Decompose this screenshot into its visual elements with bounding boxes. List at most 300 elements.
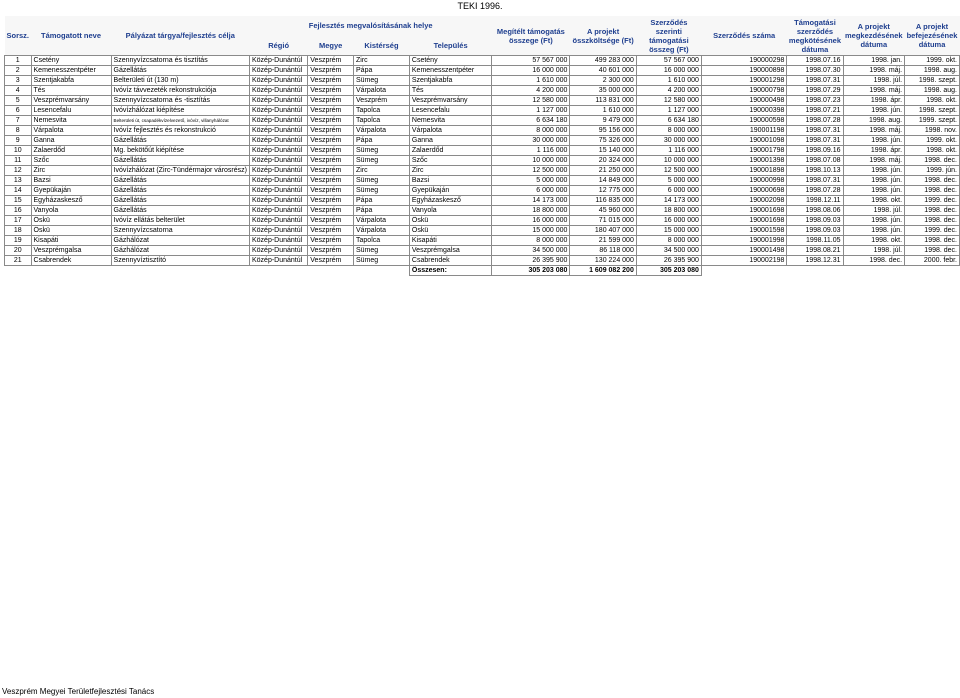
table-row — [5, 166, 960, 176]
col-header-support: Megítélt támogatás összege (Ft) — [492, 16, 570, 56]
cell-sign-date: 1998.07.16 — [787, 56, 843, 66]
cell-settlement: Kisapáti — [409, 236, 491, 246]
cell-contract-no: 190000598 — [701, 116, 786, 126]
cell-contract-amount: 26 395 900 — [636, 256, 701, 266]
cell-name: Csabrendek — [31, 256, 111, 266]
table-row — [5, 86, 960, 96]
cell-contract-amount: 12 580 000 — [636, 96, 701, 106]
cell-purpose: Ivóvíz fejlesztés és rekonstrukció — [111, 126, 249, 136]
cell-settlement: Lesencefalu — [409, 106, 491, 116]
cell-support: 6 634 180 — [492, 116, 570, 126]
table-body — [5, 56, 960, 276]
cell-end-date: 1998. dec. — [905, 246, 960, 256]
cell-county: Veszprém — [308, 246, 354, 256]
cell-contract-no: 190001498 — [701, 246, 786, 256]
cell-sign-date: 1998.12.11 — [787, 196, 843, 206]
cell-contract-no: 190001198 — [701, 126, 786, 136]
cell-sign-date: 1998.07.28 — [787, 116, 843, 126]
col-header-total-cost: A projekt összköltsége (Ft) — [570, 16, 636, 56]
cell-sorsz: 16 — [5, 206, 32, 216]
cell-settlement: Egyházaskesző — [409, 196, 491, 206]
cell-contract-no: 190001698 — [701, 206, 786, 216]
cell-contract-no: 190000998 — [701, 176, 786, 186]
empty-cell — [701, 266, 786, 276]
cell-purpose: Belterületi út, csapadékvízelvezető, ivóvíz, villanyhálózat — [111, 116, 249, 126]
cell-subregion: Sümeg — [354, 156, 410, 166]
cell-sign-date: 1998.07.31 — [787, 76, 843, 86]
cell-settlement: Öskü — [409, 226, 491, 236]
cell-purpose: Gázellátás — [111, 206, 249, 216]
cell-support: 30 000 000 — [492, 136, 570, 146]
cell-county: Veszprém — [308, 216, 354, 226]
cell-total-cost: 95 156 000 — [570, 126, 636, 136]
cell-contract-amount: 34 500 000 — [636, 246, 701, 256]
cell-sorsz: 5 — [5, 96, 32, 106]
cell-contract-amount: 30 000 000 — [636, 136, 701, 146]
cell-sorsz: 18 — [5, 226, 32, 236]
cell-sign-date: 1998.08.21 — [787, 246, 843, 256]
cell-contract-no: 190001798 — [701, 146, 786, 156]
col-header-sign-date: Támogatási szerződés megkötésének dátuma — [788, 17, 842, 54]
cell-contract-no: 190002198 — [701, 256, 786, 266]
cell-end-date: 1998. dec. — [905, 236, 960, 246]
col-header-sorsz: Sorsz. — [5, 16, 32, 56]
cell-total-cost: 12 775 000 — [570, 186, 636, 196]
report-title: TEKI 1996. — [457, 1, 503, 11]
cell-support: 14 173 000 — [492, 196, 570, 206]
cell-contract-no: 190000398 — [701, 106, 786, 116]
cell-contract-amount: 16 000 000 — [636, 216, 701, 226]
cell-total-cost: 1 610 000 — [570, 106, 636, 116]
cell-county: Veszprém — [308, 146, 354, 156]
cell-settlement: Várpalota — [409, 126, 491, 136]
cell-start-date: 1998. máj. — [843, 156, 905, 166]
cell-county: Veszprém — [308, 236, 354, 246]
cell-sorsz: 10 — [5, 146, 32, 156]
totals-label: Összesen: — [409, 266, 491, 276]
cell-county: Veszprém — [308, 256, 354, 266]
cell-county: Veszprém — [308, 156, 354, 166]
cell-name: Zirc — [31, 166, 111, 176]
cell-region: Közép-Dunántúl — [249, 226, 307, 236]
cell-end-date: 1999. dec. — [905, 226, 960, 236]
cell-region: Közép-Dunántúl — [249, 196, 307, 206]
cell-name: Kemenesszentpéter — [31, 66, 111, 76]
cell-sorsz: 14 — [5, 186, 32, 196]
cell-total-cost: 21 250 000 — [570, 166, 636, 176]
cell-start-date: 1998. jan. — [843, 56, 905, 66]
footer-organization: Veszprém Megyei Területfejlesztési Tanács — [2, 687, 155, 696]
cell-settlement: Gyepükaján — [409, 186, 491, 196]
cell-end-date: 1999. okt. — [905, 136, 960, 146]
cell-support: 57 567 000 — [492, 56, 570, 66]
cell-start-date: 1998. júl. — [843, 246, 905, 256]
cell-subregion: Pápa — [354, 206, 410, 216]
cell-contract-no: 190000698 — [701, 186, 786, 196]
cell-settlement: Kemenesszentpéter — [409, 66, 491, 76]
cell-total-cost: 35 000 000 — [570, 86, 636, 96]
col-header-location-group: Fejlesztés megvalósításának helye — [249, 16, 491, 35]
cell-region: Közép-Dunántúl — [249, 126, 307, 136]
col-header-end-date: A projekt befejezésének dátuma — [905, 16, 960, 56]
total-contract-amount: 305 203 080 — [636, 266, 701, 276]
cell-settlement: Bazsi — [409, 176, 491, 186]
cell-county: Veszprém — [308, 136, 354, 146]
cell-total-cost: 9 479 000 — [570, 116, 636, 126]
cell-county: Veszprém — [308, 226, 354, 236]
cell-purpose: Gázellátás — [111, 186, 249, 196]
col-header-name: Támogatott neve — [31, 16, 111, 56]
cell-support: 1 610 000 — [492, 76, 570, 86]
cell-total-cost: 40 601 000 — [570, 66, 636, 76]
total-support: 305 203 080 — [492, 266, 570, 276]
cell-county: Veszprém — [308, 126, 354, 136]
cell-contract-amount: 1 610 000 — [636, 76, 701, 86]
cell-sign-date: 1998.07.28 — [787, 186, 843, 196]
table-row — [5, 226, 960, 236]
cell-region: Közép-Dunántúl — [249, 96, 307, 106]
table-row — [5, 106, 960, 116]
cell-support: 34 500 000 — [492, 246, 570, 256]
cell-sorsz: 3 — [5, 76, 32, 86]
cell-end-date: 1998. dec. — [905, 156, 960, 166]
cell-start-date: 1998. jún. — [843, 106, 905, 116]
table-row — [5, 196, 960, 206]
cell-name: Várpalota — [31, 126, 111, 136]
cell-sign-date: 1998.11.05 — [787, 236, 843, 246]
cell-purpose: Gázellátás — [111, 176, 249, 186]
cell-region: Közép-Dunántúl — [249, 146, 307, 156]
cell-purpose: Belterületi út (130 m) — [111, 76, 249, 86]
cell-settlement: Ganna — [409, 136, 491, 146]
empty-cell — [5, 266, 32, 276]
cell-purpose: Gázhálózat — [111, 246, 249, 256]
cell-settlement: Nemesvita — [409, 116, 491, 126]
cell-support: 12 580 000 — [492, 96, 570, 106]
cell-start-date: 1998. jún. — [843, 136, 905, 146]
col-header-settlement: Település — [409, 35, 491, 56]
cell-county: Veszprém — [308, 166, 354, 176]
table-row — [5, 126, 960, 136]
cell-start-date: 1998. jún. — [843, 216, 905, 226]
cell-region: Közép-Dunántúl — [249, 76, 307, 86]
cell-sign-date: 1998.07.31 — [787, 176, 843, 186]
cell-purpose: Szennyvízcsatorna és -tisztítás — [111, 96, 249, 106]
cell-subregion: Pápa — [354, 196, 410, 206]
cell-settlement: Zalaerdőd — [409, 146, 491, 156]
cell-subregion: Zirc — [354, 166, 410, 176]
cell-contract-amount: 18 800 000 — [636, 206, 701, 216]
cell-end-date: 1999. dec. — [905, 196, 960, 206]
cell-settlement: Csetény — [409, 56, 491, 66]
cell-subregion: Sümeg — [354, 176, 410, 186]
cell-total-cost: 45 960 000 — [570, 206, 636, 216]
empty-cell — [843, 266, 905, 276]
cell-support: 8 000 000 — [492, 236, 570, 246]
cell-start-date: 1998. ápr. — [843, 146, 905, 156]
cell-name: Szentjakabfa — [31, 76, 111, 86]
cell-settlement: Szőc — [409, 156, 491, 166]
cell-subregion: Veszprém — [354, 96, 410, 106]
cell-subregion: Sümeg — [354, 186, 410, 196]
totals-row — [5, 266, 960, 276]
cell-name: Gyepükaján — [31, 186, 111, 196]
cell-county: Veszprém — [308, 66, 354, 76]
table-row — [5, 236, 960, 246]
cell-contract-amount: 8 000 000 — [636, 126, 701, 136]
cell-contract-no: 190002098 — [701, 196, 786, 206]
cell-contract-no: 190001698 — [701, 216, 786, 226]
cell-region: Közép-Dunántúl — [249, 136, 307, 146]
cell-contract-no: 190001098 — [701, 136, 786, 146]
cell-sign-date: 1998.07.30 — [787, 66, 843, 76]
cell-settlement: Öskü — [409, 216, 491, 226]
cell-end-date: 1999. jún. — [905, 166, 960, 176]
cell-purpose: Ivóvízhálózat kiépítése — [111, 106, 249, 116]
cell-region: Közép-Dunántúl — [249, 206, 307, 216]
cell-contract-amount: 1 127 000 — [636, 106, 701, 116]
cell-name: Szőc — [31, 156, 111, 166]
cell-start-date: 1998. ápr. — [843, 96, 905, 106]
cell-name: Zalaerdőd — [31, 146, 111, 156]
cell-start-date: 1998. júl. — [843, 76, 905, 86]
table-row — [5, 256, 960, 266]
cell-subregion: Sümeg — [354, 246, 410, 256]
cell-sorsz: 13 — [5, 176, 32, 186]
table-row — [5, 136, 960, 146]
cell-support: 4 200 000 — [492, 86, 570, 96]
cell-sign-date: 1998.10.13 — [787, 166, 843, 176]
cell-total-cost: 71 015 000 — [570, 216, 636, 226]
cell-start-date: 1998. dec. — [843, 256, 905, 266]
cell-subregion: Tapolca — [354, 236, 410, 246]
cell-total-cost: 14 849 000 — [570, 176, 636, 186]
cell-name: Öskü — [31, 226, 111, 236]
cell-region: Közép-Dunántúl — [249, 246, 307, 256]
cell-name: Ganna — [31, 136, 111, 146]
table-row — [5, 76, 960, 86]
cell-contract-no: 190001298 — [701, 76, 786, 86]
cell-contract-amount: 1 116 000 — [636, 146, 701, 156]
cell-purpose: Ivóvíz távvezeték rekonstrukciója — [111, 86, 249, 96]
cell-sorsz: 11 — [5, 156, 32, 166]
cell-support: 16 000 000 — [492, 216, 570, 226]
cell-start-date: 1998. aug. — [843, 116, 905, 126]
cell-settlement: Veszprémvarsány — [409, 96, 491, 106]
cell-region: Közép-Dunántúl — [249, 186, 307, 196]
cell-sign-date: 1998.09.03 — [787, 216, 843, 226]
col-header-contract-no: Szerződés száma — [701, 16, 786, 56]
cell-region: Közép-Dunántúl — [249, 176, 307, 186]
empty-cell — [905, 266, 960, 276]
table-row — [5, 176, 960, 186]
cell-purpose: Ivóvízhálózat (Zirc-Tündérmajor városrész) — [111, 166, 249, 176]
cell-purpose: Gázellátás — [111, 196, 249, 206]
cell-end-date: 1998. aug. — [905, 66, 960, 76]
cell-sign-date: 1998.12.31 — [787, 256, 843, 266]
cell-name: Bazsi — [31, 176, 111, 186]
cell-region: Közép-Dunántúl — [249, 236, 307, 246]
cell-end-date: 1999. okt. — [905, 56, 960, 66]
cell-support: 15 000 000 — [492, 226, 570, 236]
cell-county: Veszprém — [308, 206, 354, 216]
cell-start-date: 1998. jún. — [843, 166, 905, 176]
cell-support: 1 127 000 — [492, 106, 570, 116]
cell-purpose: Szennyvízcsatorna — [111, 226, 249, 236]
cell-contract-no: 190000498 — [701, 96, 786, 106]
cell-sign-date: 1998.07.31 — [787, 136, 843, 146]
cell-name: Vanyola — [31, 206, 111, 216]
cell-subregion: Sümeg — [354, 76, 410, 86]
cell-county: Veszprém — [308, 176, 354, 186]
cell-purpose: Szennyvíztisztító — [111, 256, 249, 266]
cell-total-cost: 75 326 000 — [570, 136, 636, 146]
cell-start-date: 1998. jún. — [843, 226, 905, 236]
cell-name: Veszprémvarsány — [31, 96, 111, 106]
cell-contract-amount: 14 173 000 — [636, 196, 701, 206]
cell-purpose: Ivóvíz ellátás belterület — [111, 216, 249, 226]
cell-county: Veszprém — [308, 186, 354, 196]
cell-county: Veszprém — [308, 86, 354, 96]
cell-total-cost: 113 831 000 — [570, 96, 636, 106]
cell-end-date: 2000. febr. — [905, 256, 960, 266]
cell-purpose: Gázhálózat — [111, 236, 249, 246]
cell-contract-no: 190000898 — [701, 66, 786, 76]
cell-region: Közép-Dunántúl — [249, 156, 307, 166]
cell-contract-amount: 6 000 000 — [636, 186, 701, 196]
cell-contract-no: 190000298 — [701, 56, 786, 66]
cell-contract-amount: 5 000 000 — [636, 176, 701, 186]
cell-name: Egyházaskesző — [31, 196, 111, 206]
cell-region: Közép-Dunántúl — [249, 56, 307, 66]
cell-subregion: Várpalota — [354, 216, 410, 226]
empty-cell — [354, 266, 410, 276]
cell-support: 10 000 000 — [492, 156, 570, 166]
table-header — [5, 16, 960, 56]
table-row — [5, 206, 960, 216]
col-header-county: Megye — [308, 35, 354, 56]
cell-contract-amount: 12 500 000 — [636, 166, 701, 176]
empty-cell — [111, 266, 249, 276]
table-row — [5, 66, 960, 76]
cell-settlement: Vanyola — [409, 206, 491, 216]
cell-sorsz: 1 — [5, 56, 32, 66]
cell-sorsz: 2 — [5, 66, 32, 76]
cell-sorsz: 19 — [5, 236, 32, 246]
cell-start-date: 1998. máj. — [843, 126, 905, 136]
empty-cell — [249, 266, 307, 276]
empty-cell — [787, 266, 843, 276]
cell-contract-amount: 6 634 180 — [636, 116, 701, 126]
cell-sorsz: 17 — [5, 216, 32, 226]
col-header-region: Régió — [249, 35, 307, 56]
cell-county: Veszprém — [308, 116, 354, 126]
cell-sorsz: 21 — [5, 256, 32, 266]
grant-table — [4, 16, 960, 276]
cell-sign-date: 1998.07.29 — [787, 86, 843, 96]
cell-contract-amount: 4 200 000 — [636, 86, 701, 96]
cell-sign-date: 1998.07.23 — [787, 96, 843, 106]
cell-end-date: 1998. szept. — [905, 76, 960, 86]
cell-support: 12 500 000 — [492, 166, 570, 176]
table-row — [5, 246, 960, 256]
cell-name: Csetény — [31, 56, 111, 66]
cell-contract-amount: 15 000 000 — [636, 226, 701, 236]
cell-sorsz: 7 — [5, 116, 32, 126]
cell-start-date: 1998. máj. — [843, 86, 905, 96]
cell-sign-date: 1998.09.16 — [787, 146, 843, 156]
col-header-start-date: A projekt megkezdésének dátuma — [843, 16, 905, 56]
cell-start-date: 1998. jún. — [843, 186, 905, 196]
cell-settlement: Zirc — [409, 166, 491, 176]
cell-support: 6 000 000 — [492, 186, 570, 196]
table-row — [5, 96, 960, 106]
cell-end-date: 1998. dec. — [905, 176, 960, 186]
cell-sorsz: 15 — [5, 196, 32, 206]
cell-settlement: Szentjakabfa — [409, 76, 491, 86]
empty-cell — [31, 266, 111, 276]
cell-settlement: Veszprémgalsa — [409, 246, 491, 256]
cell-contract-no: 190001898 — [701, 166, 786, 176]
cell-region: Közép-Dunántúl — [249, 216, 307, 226]
cell-region: Közép-Dunántúl — [249, 166, 307, 176]
cell-contract-amount: 8 000 000 — [636, 236, 701, 246]
cell-support: 8 000 000 — [492, 126, 570, 136]
cell-subregion: Pápa — [354, 66, 410, 76]
cell-subregion: Várpalota — [354, 126, 410, 136]
cell-sign-date: 1998.08.06 — [787, 206, 843, 216]
cell-region: Közép-Dunántúl — [249, 256, 307, 266]
cell-sign-date: 1998.07.08 — [787, 156, 843, 166]
cell-start-date: 1998. máj. — [843, 66, 905, 76]
cell-subregion: Sümeg — [354, 256, 410, 266]
cell-purpose: Gázellátás — [111, 156, 249, 166]
col-header-subregion: Kistérség — [354, 35, 410, 56]
table-row — [5, 56, 960, 66]
cell-subregion: Pápa — [354, 136, 410, 146]
cell-contract-no: 190001398 — [701, 156, 786, 166]
cell-county: Veszprém — [308, 76, 354, 86]
cell-support: 26 395 900 — [492, 256, 570, 266]
total-cost: 1 609 082 200 — [570, 266, 636, 276]
cell-name: Nemesvita — [31, 116, 111, 126]
cell-settlement: Csabrendek — [409, 256, 491, 266]
cell-name: Lesencefalu — [31, 106, 111, 116]
cell-support: 16 000 000 — [492, 66, 570, 76]
table-row — [5, 156, 960, 166]
cell-end-date: 1998. okt. — [905, 146, 960, 156]
cell-county: Veszprém — [308, 96, 354, 106]
cell-purpose: Gázellátás — [111, 136, 249, 146]
cell-end-date: 1998. aug. — [905, 86, 960, 96]
cell-settlement: Tés — [409, 86, 491, 96]
table-row — [5, 186, 960, 196]
table-row — [5, 116, 960, 126]
cell-total-cost: 130 224 000 — [570, 256, 636, 266]
cell-contract-amount: 57 567 000 — [636, 56, 701, 66]
cell-sign-date: 1998.07.21 — [787, 106, 843, 116]
cell-name: Öskü — [31, 216, 111, 226]
cell-sorsz: 20 — [5, 246, 32, 256]
cell-contract-amount: 10 000 000 — [636, 156, 701, 166]
cell-total-cost: 15 140 000 — [570, 146, 636, 156]
cell-start-date: 1998. júl. — [843, 206, 905, 216]
cell-support: 1 116 000 — [492, 146, 570, 156]
cell-subregion: Várpalota — [354, 226, 410, 236]
cell-subregion: Várpalota — [354, 86, 410, 96]
col-header-contract-amount: Szerződés szerinti támogatási összeg (Ft) — [636, 16, 701, 56]
cell-contract-no: 190000798 — [701, 86, 786, 96]
